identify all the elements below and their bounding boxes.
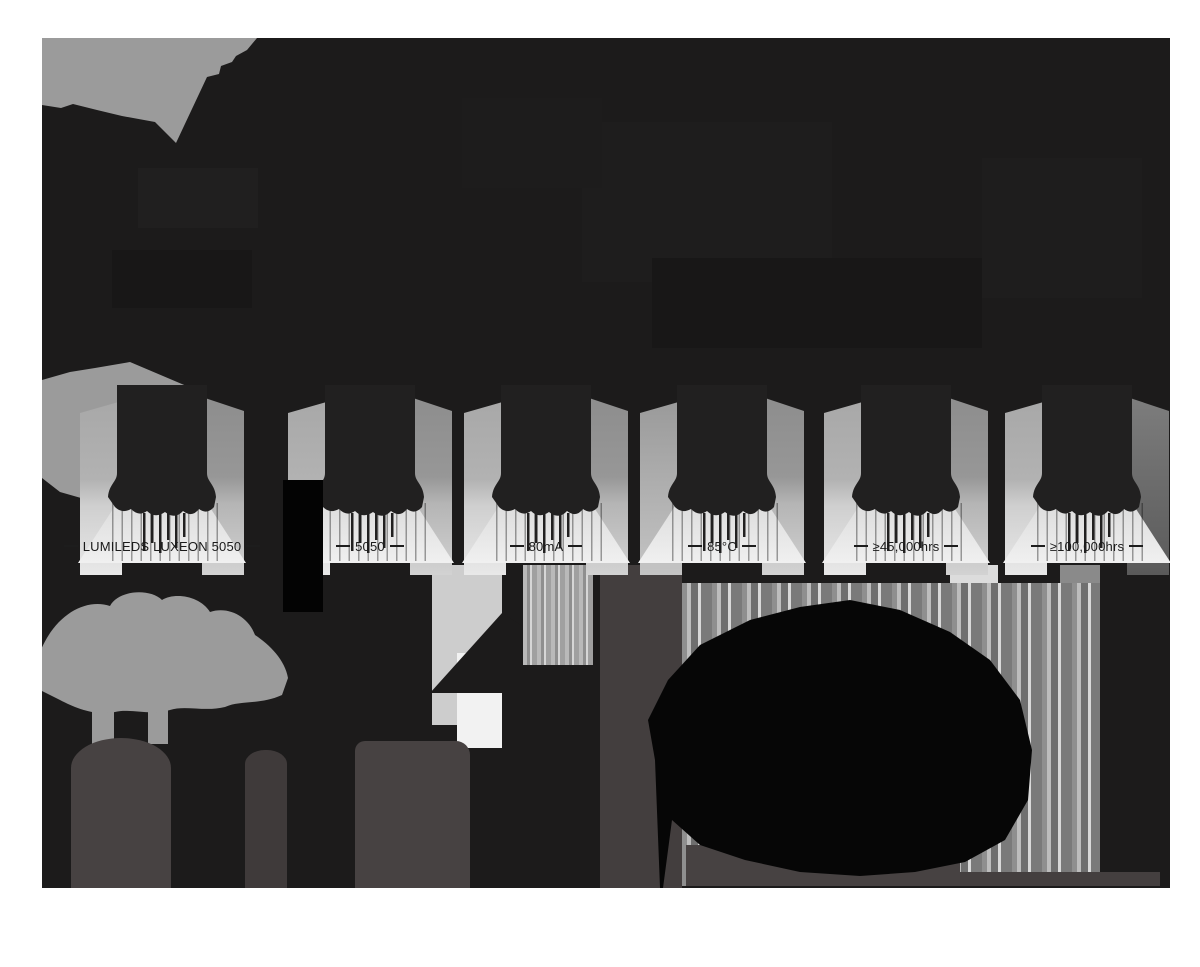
spec-label bbox=[458, 535, 634, 557]
light-beam-icon bbox=[1032, 385, 1142, 560]
light-beam-icon bbox=[315, 385, 425, 560]
spec-label bbox=[818, 535, 994, 557]
label-rule bbox=[742, 545, 756, 547]
label-rule bbox=[944, 545, 958, 547]
spec-row bbox=[42, 38, 1170, 888]
label-rule bbox=[1031, 545, 1045, 547]
spec-item-chip-brand bbox=[74, 385, 250, 575]
spec-label bbox=[634, 535, 810, 557]
label-rule bbox=[854, 545, 868, 547]
product-spec-poster bbox=[42, 38, 1170, 888]
spec-item-lifetime bbox=[818, 385, 994, 575]
spec-item-lifetime-max bbox=[999, 385, 1170, 575]
label-rule bbox=[568, 545, 582, 547]
spec-label-text: 85°C bbox=[707, 538, 737, 554]
spec-label-text: LUMILEDS LUXEON 5050 bbox=[82, 538, 242, 554]
label-rule bbox=[246, 545, 260, 547]
label-rule bbox=[336, 545, 350, 547]
spec-item-temperature bbox=[634, 385, 810, 575]
spec-label-text: 80mA bbox=[528, 538, 564, 554]
light-beam-icon bbox=[667, 385, 777, 560]
label-rule bbox=[510, 545, 524, 547]
spec-label-text: ≥45,000hrs bbox=[872, 538, 940, 554]
label-rule bbox=[64, 545, 78, 547]
spec-label-text: ≥100,000hrs bbox=[1049, 538, 1125, 554]
light-beam-icon bbox=[491, 385, 601, 560]
spec-label bbox=[999, 535, 1170, 557]
spec-item-current bbox=[458, 385, 634, 575]
light-beam-icon bbox=[107, 385, 217, 560]
spec-label-text: 5050 bbox=[355, 538, 385, 554]
black-separator-bar bbox=[283, 480, 323, 612]
label-rule bbox=[390, 545, 404, 547]
label-rule bbox=[688, 545, 702, 547]
label-rule bbox=[1129, 545, 1143, 547]
spec-label bbox=[74, 535, 250, 557]
light-beam-icon bbox=[851, 385, 961, 560]
